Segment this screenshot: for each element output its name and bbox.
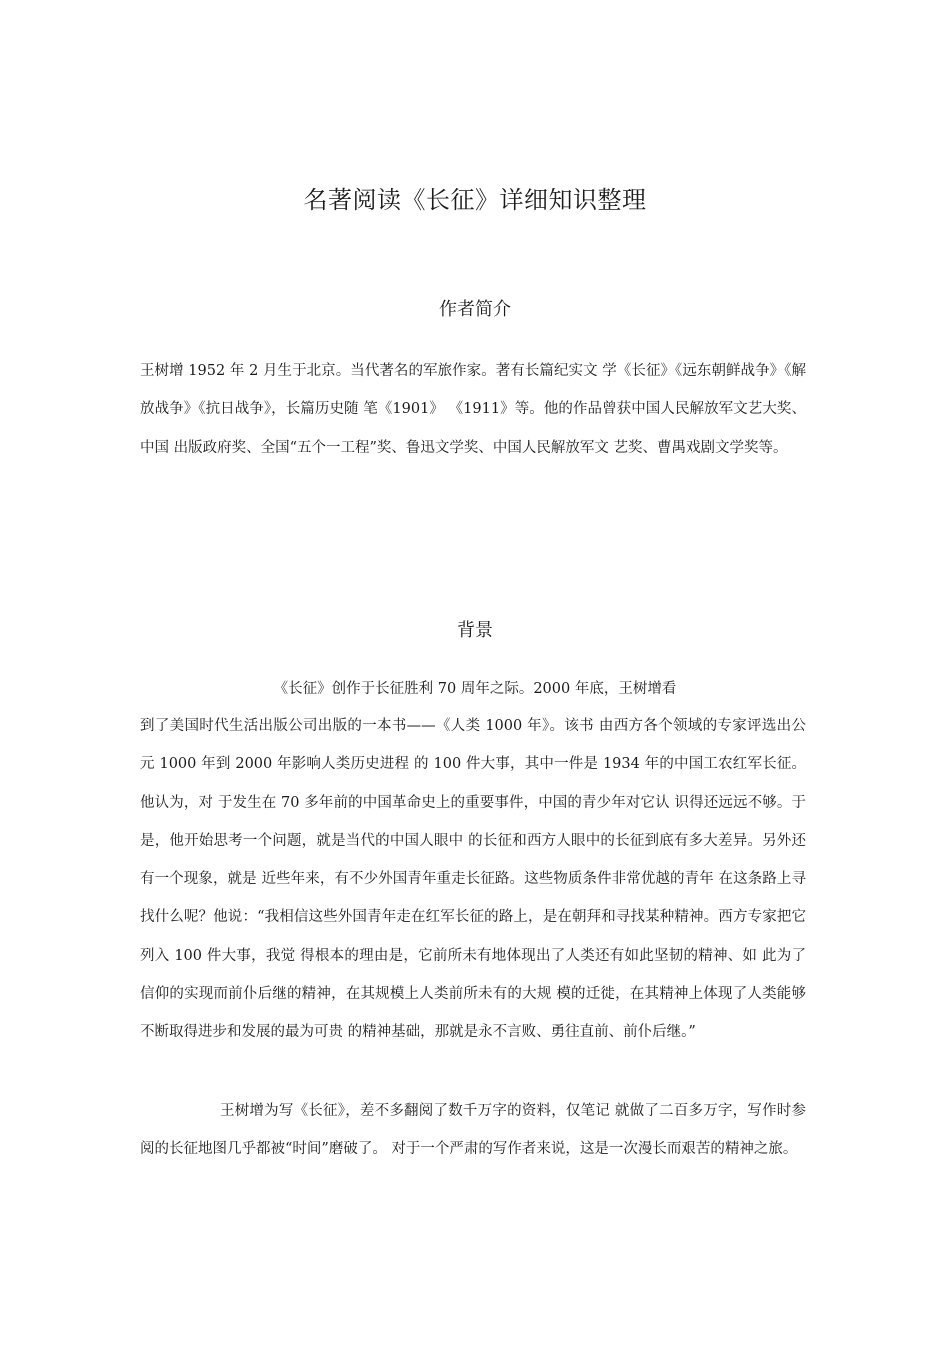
background-paragraph: 到了美国时代生活出版公司出版的一本书——《人类 1000 年》。该书 由西方各个领域的专家评选出公元 1000 年到 2000 年影响人类历史进程 的 100 件大事，其中一件是 1934 年的中国工农红军长征。他认为，对 于发生在 70 多年前的中国革命史上的重要事件，中国的青少年对它认 识得还远远不够。于是，他开始思考一个问题，就是当代的中国人眼中 的长征和西方人眼中的长征到底有多大差异。另外还有一个现象，就是 近些年来，有不少外国青年重走长征路。这些物质条件非常优越的青年 在这条路上寻找什么呢？他说：“我相信这些外国青年走在红军长征的路上，是在朝拜和寻找某种精神。西方专家把它列入 100 件大事，我觉 得根本的理由是，它前所未有地体现出了人类还有如此坚韧的精神、如 此为了信仰的实现而前仆后继的精神，在其规模上人类前所未有的大规 模的迁徙，在其精神上体现了人类能够不断取得进步和发展的最为可贵 的精神基础，那就是永不言败、勇往直前、前仆后继。” bbox=[140, 718, 806, 1041]
author-paragraph: 王树增 1952 年 2 月生于北京。当代著名的军旅作家。著有长篇纪实文 学《长征》《远东朝鲜战争》《解放战争》《抗日战争》，长篇历史随 笔《1901》 《1911》等。他的作品曾获中国人民解放军文艺大奖、中国 出版政府奖、全国“五个一工程”奖、鲁迅文学奖、中国人民解放军文 艺奖、曹禺戏剧文学奖等。 bbox=[140, 363, 806, 456]
background-paragraph-2: 王树增为写《长征》，差不多翻阅了数千万字的资料，仅笔记 就做了二百多万字，写作时参阅的长征地图几乎都被“时间”磨破了。 对于一个严肃的写作者来说，这是一次漫长而艰苦的精神之旅。 bbox=[140, 1103, 806, 1158]
section-heading-author: 作者简介 bbox=[439, 299, 511, 320]
section-heading-background: 背景 bbox=[457, 620, 493, 641]
background-first-line: 《长征》创作于长征胜利 70 周年之际。2000 年底，王树增看 bbox=[273, 681, 677, 697]
document-title: 名著阅读《长征》详细知识整理 bbox=[303, 186, 647, 214]
